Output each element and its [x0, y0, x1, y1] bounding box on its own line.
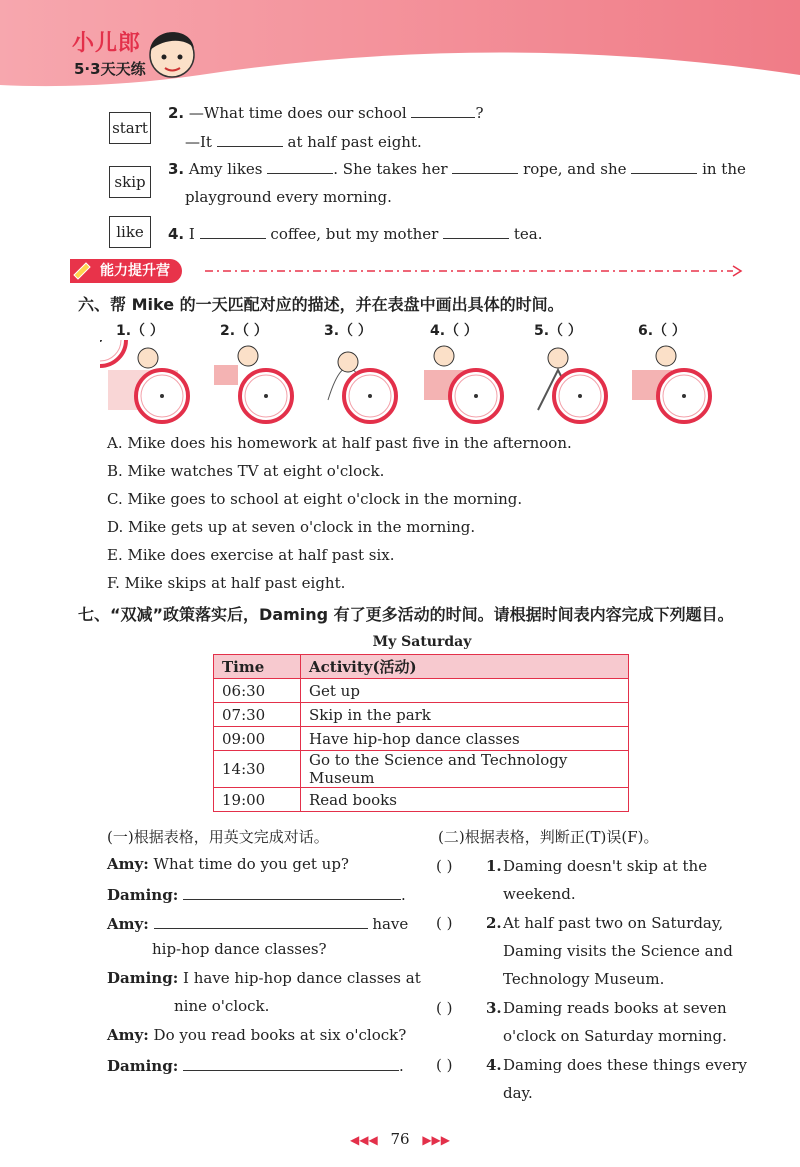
dialogue-line-cont: nine o'clock.: [174, 997, 270, 1015]
tf-statement: Daming does these things every: [503, 1056, 747, 1074]
tf-statement: Technology Museum.: [503, 970, 665, 988]
picture-number: 1.（ ）: [116, 323, 164, 339]
answer-blank[interactable]: [267, 157, 333, 174]
answer-blank[interactable]: [452, 157, 518, 174]
option-c: C. Mike goes to school at eight o'clock in the morning.: [107, 490, 523, 508]
page-footer: [340, 1130, 460, 1148]
picture-number: 2.（ ）: [220, 323, 268, 339]
word-box: start: [109, 112, 151, 144]
question-3: 3. Amy likes . She takes her rope, and she in the: [168, 155, 746, 183]
part2-title: (二)根据表格，判断正(T)误(F)。: [438, 828, 659, 846]
dialogue-line: Amy: What time do you get up?: [107, 855, 349, 873]
picture-3: [328, 352, 396, 422]
word-box: skip: [109, 166, 151, 198]
dialogue-line: Amy: have: [107, 912, 408, 933]
question-2-line2: —It at half past eight.: [185, 128, 422, 156]
option-a: A. Mike does his homework at half past five in the afternoon.: [107, 434, 572, 452]
dialogue-line: Daming: I have hip-hop dance classes at: [107, 969, 421, 987]
answer-blank[interactable]: [217, 130, 283, 147]
picture-number: 5.（ ）: [534, 323, 582, 339]
question-2: 2. —What time does our school ?: [168, 99, 483, 127]
picture-4: [424, 346, 502, 422]
tf-answer-box[interactable]: ( ): [436, 914, 453, 932]
picture-2: [214, 346, 292, 422]
tf-number: 2.: [486, 914, 502, 932]
dialogue-line: Daming: .: [107, 883, 406, 904]
dialogue-line: Daming: .: [107, 1054, 404, 1075]
table-header: Time: [214, 655, 301, 679]
tf-statement: day.: [503, 1084, 533, 1102]
word-box: like: [109, 216, 151, 248]
answer-blank[interactable]: [443, 222, 509, 239]
dialogue-line: Amy: Do you read books at six o'clock?: [107, 1026, 407, 1044]
picture-5: [538, 348, 606, 422]
tf-statement: Daming reads books at seven: [503, 999, 727, 1017]
question-4: 4. I coffee, but my mother tea.: [168, 220, 543, 248]
section7-title: 七、“双减”政策落实后，Daming 有了更多活动的时间。请根据时间表内容完成下列题目。: [78, 605, 734, 624]
next-arrows-icon: ▶▶▶: [422, 1133, 451, 1147]
prev-arrows-icon: ◀◀◀: [349, 1133, 378, 1147]
activity-pictures: [100, 340, 720, 430]
answer-blank[interactable]: [200, 222, 266, 239]
tf-statement: o'clock on Saturday morning.: [503, 1027, 727, 1045]
banner-dashed-line: [205, 264, 745, 278]
table-row: 06:30 Get up: [214, 679, 629, 703]
table-row: 07:30 Skip in the park: [214, 703, 629, 727]
schedule-table: [213, 654, 629, 812]
table-row: 19:00 Read books: [214, 788, 629, 812]
section-banner: 能力提升营: [70, 259, 182, 283]
rocket-icon: [72, 261, 94, 281]
picture-number: 6.（ ）: [638, 323, 686, 339]
tf-answer-box[interactable]: ( ): [436, 999, 453, 1017]
tf-number: 3.: [486, 999, 502, 1017]
picture-6: [632, 346, 710, 422]
table-row: 09:00 Have hip-hop dance classes: [214, 727, 629, 751]
answer-blank[interactable]: [631, 157, 697, 174]
logo-title: 小儿郎: [72, 31, 142, 56]
answer-blank[interactable]: [411, 101, 475, 118]
picture-number: 3.（ ）: [324, 323, 372, 339]
option-d: D. Mike gets up at seven o'clock in the morning.: [107, 518, 476, 536]
option-b: B. Mike watches TV at eight o'clock.: [107, 462, 385, 480]
question-3-line2: playground every morning.: [185, 188, 392, 206]
tf-statement: weekend.: [503, 885, 576, 903]
dialogue-line-cont: hip-hop dance classes?: [152, 940, 327, 958]
tf-statement: Daming doesn't skip at the: [503, 857, 708, 875]
section6-title: 六、帮 Mike 的一天匹配对应的描述，并在表盘中画出具体的时间。: [78, 295, 564, 314]
tf-statement: Daming visits the Science and: [503, 942, 733, 960]
tf-number: 1.: [486, 857, 502, 875]
answer-blank[interactable]: [154, 912, 368, 929]
page-number: 76: [390, 1130, 410, 1148]
tf-answer-box[interactable]: ( ): [436, 1056, 453, 1074]
tf-number: 4.: [486, 1056, 502, 1074]
table-title: My Saturday: [372, 634, 472, 650]
option-f: F. Mike skips at half past eight.: [107, 574, 346, 592]
part1-title: (一)根据表格，用英文完成对话。: [107, 828, 329, 846]
logo-subtitle: 5·3天天练: [74, 60, 146, 78]
picture-number: 4.（ ）: [430, 323, 478, 339]
tf-answer-box[interactable]: ( ): [436, 857, 453, 875]
table-row: 14:30 Go to the Science and Technology Museum: [214, 751, 629, 788]
mascot-icon: [150, 32, 194, 77]
answer-blank[interactable]: [183, 883, 401, 900]
answer-blank[interactable]: [183, 1054, 399, 1071]
tf-statement: At half past two on Saturday,: [503, 914, 724, 932]
table-header: Activity(活动): [301, 655, 629, 679]
option-e: E. Mike does exercise at half past six.: [107, 546, 395, 564]
